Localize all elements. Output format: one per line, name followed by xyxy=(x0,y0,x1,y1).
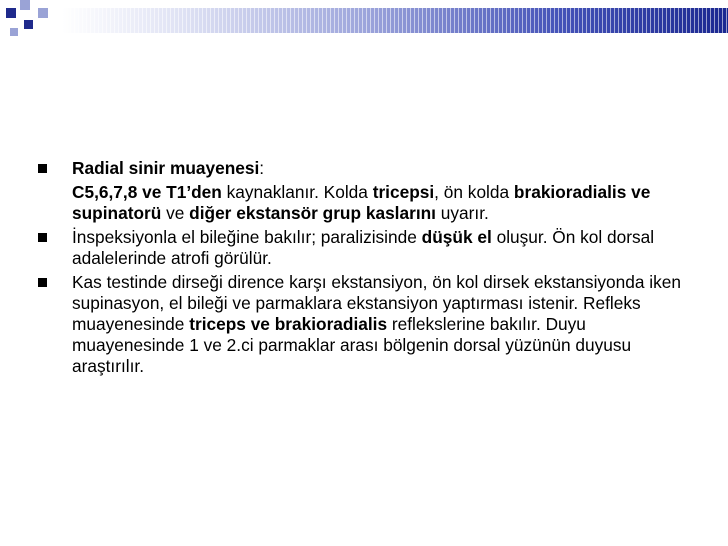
bullet-item-muscle-test xyxy=(36,272,696,377)
item-title-colon: : xyxy=(259,158,265,178)
text: ve xyxy=(161,203,190,223)
radial-description xyxy=(36,182,696,224)
text: oluşur. Ön kol dorsal adalelerinde atrofi görülür. xyxy=(72,227,655,268)
text-bold: C5,6,7,8 ve T1’den xyxy=(72,182,222,202)
bullet-item-radial xyxy=(36,158,696,179)
text-bold: brakioradialis ve supinatorü xyxy=(72,182,651,223)
slide-header-decoration xyxy=(0,0,728,48)
text-bold: triceps ve brakioradialis xyxy=(189,314,388,334)
text: İnspeksiyonla el bileğine bakılır; paralizisinde xyxy=(72,227,422,247)
square-bullet-icon xyxy=(38,233,47,242)
text: kaynaklanır. Kolda xyxy=(221,182,373,202)
text: Kas testinde dirseği dirence karşı ekstansiyon, ön kol dirsek ekstansiyonda iken supinasyon, el bileği ve parmaklara ekstansiyon yaptırması istenir. Refleks muayenesinde xyxy=(72,272,682,334)
text-bold: diğer ekstansör grup kaslarını xyxy=(189,203,436,223)
bullet-item-inspection xyxy=(36,227,696,269)
slide-body xyxy=(36,158,696,380)
text: reflekslerine bakılır. Duyu muayenesinde 1 ve 2.ci parmaklar arası bölgenin dorsal yüzünün duyusu araştırılır. xyxy=(72,314,632,376)
item-title: Radial sinir muayenesi xyxy=(72,158,260,178)
text-bold: tricepsi xyxy=(372,182,435,202)
square-bullet-icon xyxy=(38,278,47,287)
header-gradient-stripes xyxy=(62,8,728,33)
corner-square-5 xyxy=(10,28,18,36)
text-bold: düşük el xyxy=(421,227,492,247)
text: uyarır. xyxy=(435,203,489,223)
corner-square-4 xyxy=(38,8,48,18)
text: , ön kolda xyxy=(434,182,514,202)
square-bullet-icon xyxy=(38,164,47,173)
corner-square-1 xyxy=(6,8,16,18)
corner-square-2 xyxy=(20,0,30,10)
corner-square-3 xyxy=(24,20,33,29)
